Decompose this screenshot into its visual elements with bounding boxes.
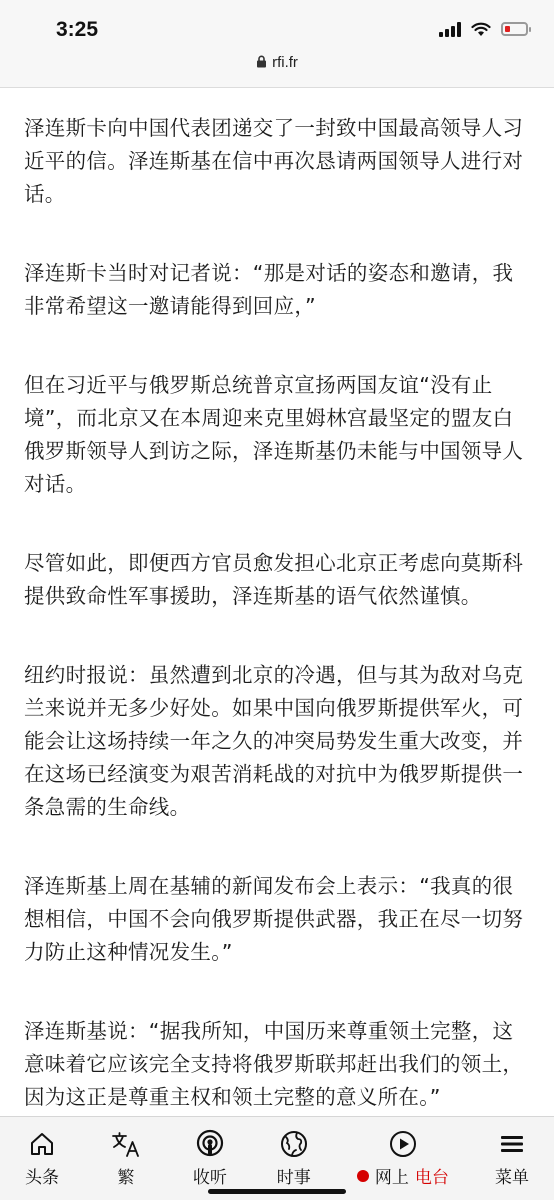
article-paragraph: 纽约时报说：虽然遭到北京的冷遇，但与其为敌对乌克兰来说并无多少好处。如果中国向俄罗斯提供军火，可能会让这场持续一年之久的冲突局势发生重大改变，并在这场已经演变为艰苦消耗战的对抗中为俄罗斯提供一条急需的生命线。 — [24, 663, 524, 819]
nav-headlines-label: 头条 — [24, 1168, 59, 1188]
translate-icon — [111, 1130, 141, 1158]
nav-live-label-radio: 电台 — [414, 1168, 449, 1188]
status-icons — [439, 21, 528, 37]
play-icon — [389, 1130, 417, 1158]
article-body — [24, 112, 534, 1160]
nav-listen[interactable] — [168, 1117, 252, 1200]
article-paragraph: 但在习近平与俄罗斯总统普京宣扬两国友谊“没有止境”，而北京又在本周迎来克里姆林宫最坚定的盟友白俄罗斯领导人到访之际，泽连斯基仍未能与中国领导人对话。 — [24, 373, 524, 496]
home-indicator — [208, 1189, 346, 1194]
status-time: 3:25 — [56, 18, 99, 41]
address-bar[interactable] — [0, 54, 554, 71]
bottom-navigation — [0, 1116, 554, 1200]
nav-menu[interactable] — [470, 1117, 554, 1200]
nav-traditional-label: 繁 — [117, 1168, 135, 1188]
nav-live-radio[interactable] — [336, 1117, 470, 1200]
cellular-signal-icon — [439, 21, 461, 37]
article-paragraph: 泽连斯卡当时对记者说：“那是对话的姿态和邀请，我非常希望这一邀请能得到回应，” — [24, 261, 514, 318]
nav-news[interactable] — [252, 1117, 336, 1200]
globe-icon — [280, 1130, 308, 1158]
lock-icon — [256, 55, 267, 68]
browser-header — [0, 0, 554, 88]
home-icon — [28, 1130, 56, 1158]
hamburger-icon — [499, 1132, 525, 1156]
battery-icon — [501, 22, 528, 36]
live-indicator-dot — [357, 1170, 369, 1182]
nav-news-label: 时事 — [276, 1168, 311, 1188]
article-paragraph: 泽连斯基说：“据我所知，中国历来尊重领土完整，这意味着它应该完全支持将俄罗斯联邦赶出我们的领土，因为这正是尊重主权和领土完整的意义所在。” — [24, 1019, 524, 1109]
article-paragraph: 尽管如此，即便西方官员愈发担心北京正考虑向莫斯科提供致命性军事援助，泽连斯基的语气依然谨慎。 — [24, 551, 524, 608]
article-paragraph: 泽连斯卡向中国代表团递交了一封致中国最高领导人习近平的信。泽连斯基在信中再次恳请两国领导人进行对话。 — [24, 116, 524, 206]
nav-menu-label: 菜单 — [495, 1168, 530, 1188]
nav-live-label — [357, 1163, 449, 1188]
nav-listen-label: 收听 — [192, 1168, 227, 1188]
nav-live-label-text: 网上 — [374, 1168, 409, 1188]
wifi-icon — [471, 22, 491, 37]
url-text: rfi.fr — [272, 54, 298, 71]
article-paragraph: 泽连斯基上周在基辅的新闻发布会上表示：“我真的很想相信，中国不会向俄罗斯提供武器，我正在尽一切努力防止这种情况发生。” — [24, 874, 524, 964]
podcast-icon — [196, 1129, 224, 1159]
nav-traditional-chinese[interactable] — [84, 1117, 168, 1200]
nav-headlines[interactable] — [0, 1117, 84, 1200]
